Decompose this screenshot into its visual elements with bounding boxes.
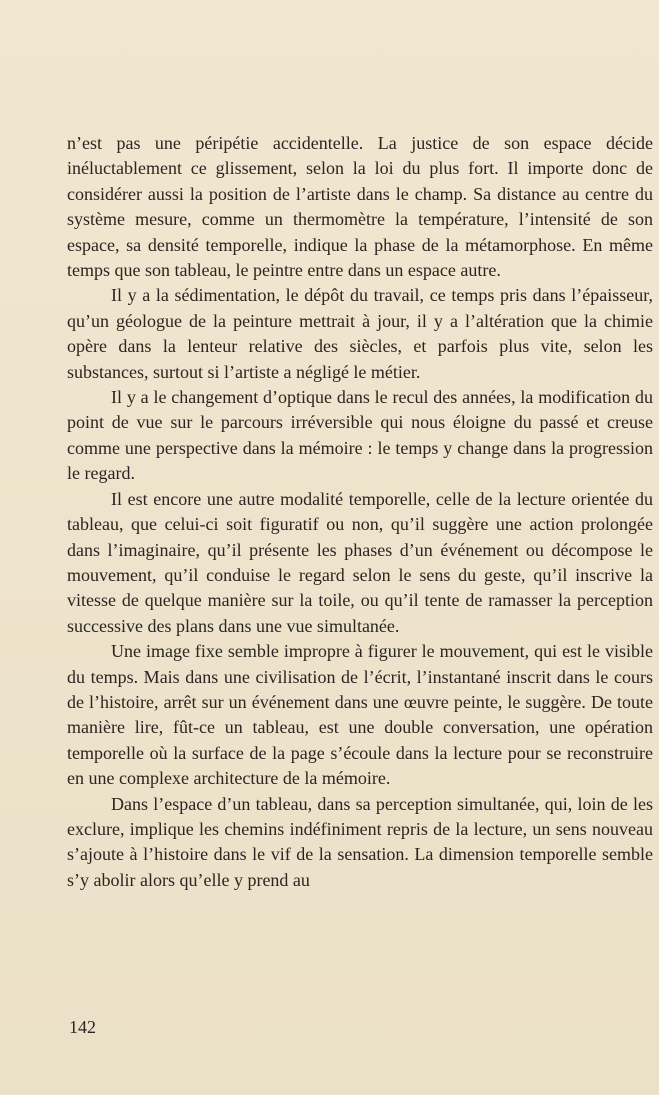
paragraph: Il est encore une autre modalité temporelle, celle de la lecture orientée du tableau, que celui-ci soit figuratif ou non, qu’il suggère une action prolongée dans l’imaginaire, qu’il présente les phases d’un événement ou décompose le mouvement, qu’il conduise le regard selon le sens du geste, qu’il inscrive la vitesse de quelque manière sur la toile, ou qu’il tente de ramasser la perception successive des plans dans une vue simultanée. bbox=[67, 488, 653, 636]
paragraph: Il y a le changement d’optique dans le recul des années, la modification du point de vue sur le parcours irréversible qui nous éloigne du passé et creuse comme une perspective dans la mémoire : le temps y change dans la progression le regard. bbox=[67, 387, 653, 484]
paragraph: n’est pas une péripétie accidentelle. La justice de son espace décide inéluctablement ce glissement, selon la loi du plus fort. Il importe donc de considérer aussi la position de l’artiste dans le champ. Sa distance au centre du système mesure, comme un thermomètre la température, l’intensité de son espace, sa densité temporelle, indique la phase de la métamorphose. En même temps que son tableau, le peintre entre dans un espace autre. bbox=[67, 133, 653, 281]
paragraph: Une image fixe semble impropre à figurer le mouvement, qui est le visible du temps. Mais dans une civilisation de l’écrit, l’instantané inscrit dans le cours de l’histoire, arrêt sur un événement dans une œuvre peinte, le suggère. De toute manière lire, fût-ce un tableau, est une double conversation, une opération temporelle où la surface de la page s’écoule dans la lecture pour se reconstruire en une complexe architecture de la mémoire. bbox=[67, 641, 653, 789]
body-text bbox=[67, 131, 653, 893]
page-number: 142 bbox=[69, 1017, 96, 1037]
paragraph: Il y a la sédimentation, le dépôt du travail, ce temps pris dans l’épaisseur, qu’un géologue de la peinture mettrait à jour, il y a l’altération que la chimie opère dans la lenteur relative des siècles, et parfois plus vite, selon les substances, surtout si l’artiste a négligé le métier. bbox=[67, 285, 653, 382]
paragraph: Dans l’espace d’un tableau, dans sa perception simultanée, qui, loin de les exclure, implique les chemins indéfiniment repris de la lecture, un sens nouveau s’ajoute à l’histoire dans le vif de la sensation. La dimension temporelle semble s’y abolir alors qu’elle y prend au bbox=[67, 793, 653, 890]
